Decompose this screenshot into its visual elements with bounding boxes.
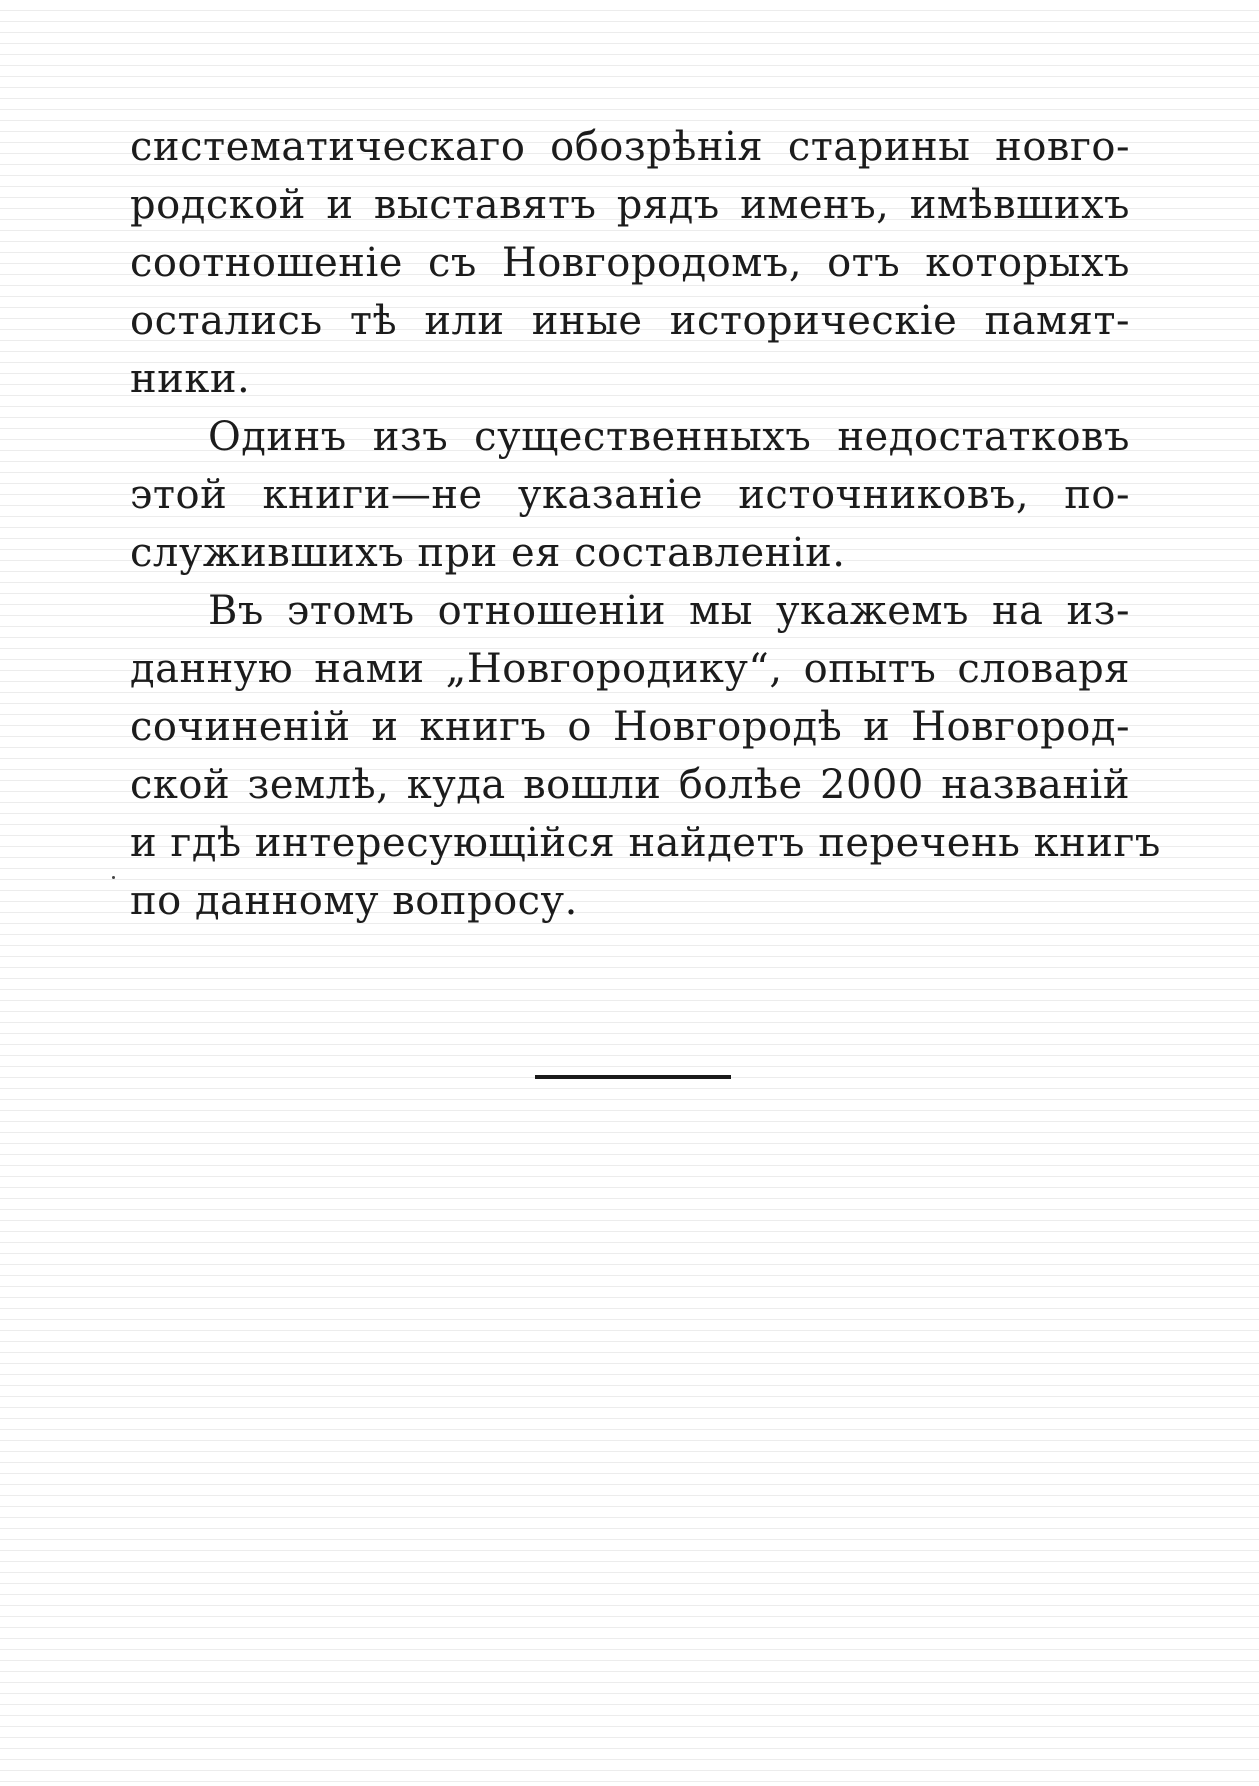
paragraph-1 [130, 118, 1130, 408]
paragraph-2 [130, 408, 1130, 582]
text-line: родской и выставятъ рядъ именъ, имѣвшихъ [130, 182, 1130, 228]
ink-speck [112, 876, 115, 879]
text-line: служившихъ при ея составленіи. [130, 530, 846, 576]
paragraph-3 [130, 582, 1161, 930]
section-end-rule [535, 1075, 731, 1079]
text-line: этой книги—не указаніе источниковъ, по- [130, 472, 1130, 518]
text-line: Въ этомъ отношеніи мы укажемъ на из- [208, 588, 1130, 634]
text-line: по данному вопросу. [130, 878, 578, 924]
text-line: Одинъ изъ существенныхъ недостатковъ [208, 414, 1130, 460]
text-line: сочиненій и книгъ о Новгородѣ и Новгород- [130, 704, 1130, 750]
text-line: и гдѣ интересующійся найдетъ перечень книгъ [130, 820, 1161, 866]
text-line: данную нами „Новгородику“, опытъ словаря [130, 646, 1130, 692]
body-text [130, 118, 1161, 930]
text-line: остались тѣ или иные историческіе памят- [130, 298, 1130, 344]
text-line: систематическаго обозрѣнія старины новго- [130, 124, 1130, 170]
text-line: ской землѣ, куда вошли болѣе 2000 названій [130, 762, 1130, 808]
text-line: ники. [130, 356, 251, 402]
text-line: соотношеніе съ Новгородомъ, отъ которыхъ [130, 240, 1130, 286]
